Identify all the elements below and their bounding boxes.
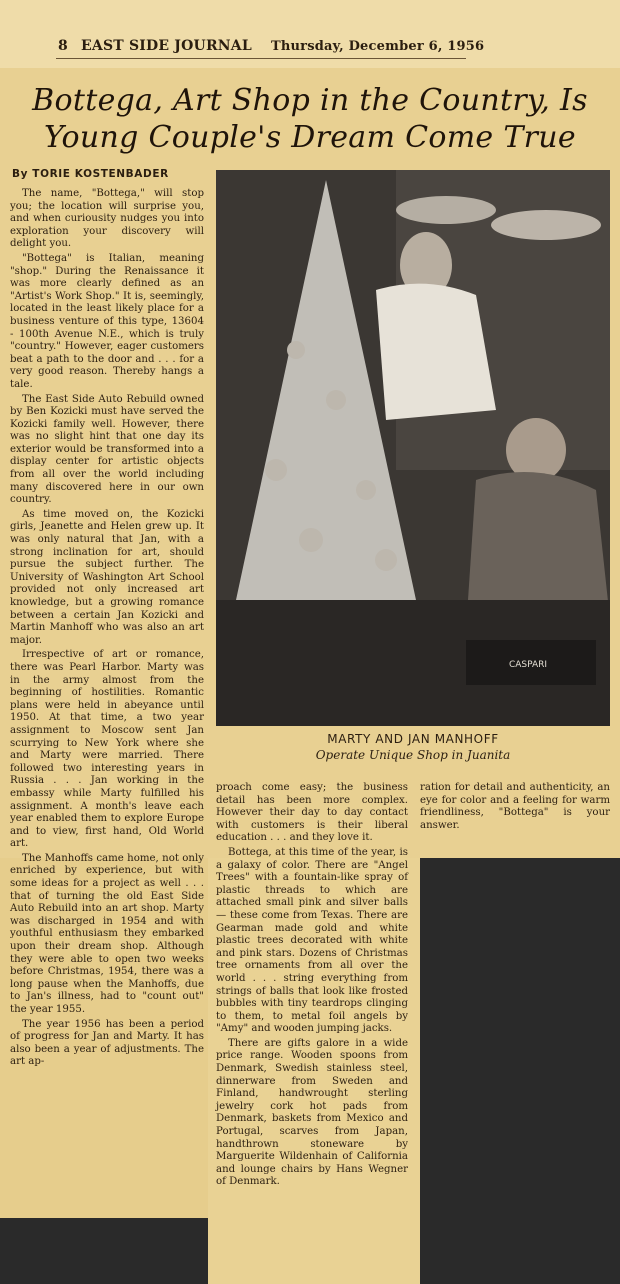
photo	[216, 170, 610, 726]
masthead-rule	[56, 58, 466, 59]
masthead	[58, 38, 484, 54]
article-column-2	[216, 782, 408, 1189]
paragraph: The East Side Auto Rebuild owned by Ben Kozicki must have served the Kozicki family well. However, there was no slight hint that one day its exterior would be transformed into a display center for artistic objects from all over the world including many discovered here in our own country.	[10, 393, 204, 506]
byline: By TORIE KOSTENBADER	[12, 168, 169, 180]
paragraph: proach come easy; the business detail has been more complex. However their day to day contact with customers is their liberal education . . . and they love it.	[216, 782, 408, 844]
paragraph: The name, "Bottega," will stop you; the location will surprise you, and when curiousity nudges you into exploration your discovery will delight you.	[10, 188, 204, 250]
box-label: CASPARI	[508, 660, 548, 670]
newspaper-name: EAST SIDE JOURNAL	[81, 38, 252, 54]
paragraph: There are gifts galore in a wide price range. Wooden spoons from Denmark, Swedish stainless steel, dinnerware from Sweden and Finland, handwrought sterling jewelry cork hot pads from Denmark, baskets from Mexico and Portugal, scarves from Japan, handthrown stoneware by Marguerite Wildenhain of California and lounge chairs by Hans Wegner of Denmark.	[216, 1037, 408, 1188]
paragraph: The year 1956 has been a period of progress for Jan and Marty. It has also been a year of adjustments. The art ap-	[10, 1018, 204, 1068]
paragraph: ration for detail and authenticity, an eye for color and a feeling for warm friendliness, "Bottega" is your answer.	[420, 782, 610, 831]
paragraph: The Manhoffs came home, not only enriched by experience, but with some ideas for a project as well . . . that of turning the old East Side Auto Rebuild into an art shop. Marty was discharged in 1954 and with youthful enthusiasm they embarked upon their dream shop. Although they were able to open two weeks before Christmas, 1954, there was a long pause when the Manhoffs, due to Jan's illness, had to "count out" the year 1955.	[10, 852, 204, 1015]
article-column-3	[420, 782, 610, 832]
photo-caption-names: MARTY AND JAN MANHOFF	[327, 732, 499, 746]
paragraph: Irrespective of art or romance, there was Pearl Harbor. Marty was in the army almost from the beginning of hostilities. Romantic plans were held in abeyance until 1950. At that time, a two year assignment to Moscow sent Jan scurrying to New York where she and Marty were married. There followed two interesting years in Russia . . . Jan working in the embassy while Marty fulfilled his assignment. A month's leave each year enabled them to explore Europe and to view, first hand, Old World art.	[10, 649, 204, 850]
paragraph: Bottega, at this time of the year, is a galaxy of color. There are "Angel Trees" with a fountain-like spray of plastic threads to which are attached small pink and silver balls — these come from Texas. There are Gearman made gold and white plastic trees decorated with white and pink stars. Dozens of Christmas tree ornaments from all over the world . . . string everything from strings of balls that look like frosted bubbles with tiny teardrops clinging to them, to metal foil angels by "Amy" and wooden jumping jacks.	[216, 846, 408, 1035]
issue-date: Thursday, December 6, 1956	[270, 39, 485, 54]
headline: Bottega, Art Shop in the Country, Is Young Couple's Dream Come True	[32, 83, 588, 155]
paragraph: As time moved on, the Kozicki girls, Jeanette and Helen grew up. It was only natural that Jan, with a strong inclination for art, should pursue the subject further. The University of Washington Art School provided not only increased art knowledge, but a growing romance between a certain Jan Kozicki and Martin Manhoff who was also an art major.	[10, 508, 204, 646]
paragraph: "Bottega" is Italian, meaning "shop." During the Renaissance it was more clearly defined as an "Artist's Work Shop." It is, seemingly, located in the least likely place for a business venture of this type, 13604 - 100th Avenue N.E., which is truly "country." However, eager customers beat a path to the door and . . . for a very good reason. Thereby hangs a tale.	[10, 252, 204, 390]
page-number: 8	[58, 38, 68, 54]
photo-illustration	[216, 170, 610, 726]
article-column-1	[10, 188, 204, 1069]
photo-caption-subtitle: Operate Unique Shop in Juanita	[315, 748, 511, 762]
